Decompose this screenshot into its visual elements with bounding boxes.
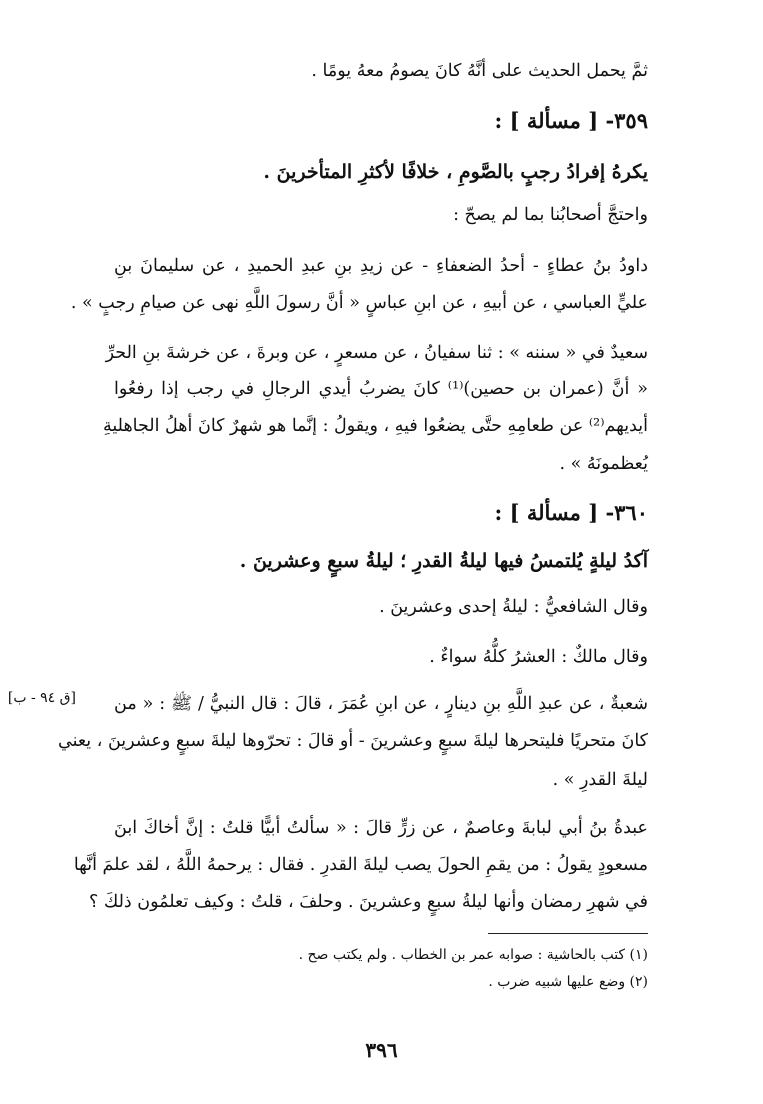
text-line: كانَ متحريًا فليتحرها ليلةَ سبعٍ وعشرينَ - أو قالَ : تحرّوها ليلةَ سبعٍ وعشرينَ ، يعني [58, 731, 648, 751]
footnote: (٢) وضع عليها شبيه ضرب . [488, 974, 648, 990]
text-line: شعبةٌ ، عن عبدِ اللَّهِ بنِ دينارٍ ، عن ابنِ عُمَرَ ، قالَ : قال النبيُّ / ﷺ : « من [114, 694, 648, 714]
text-line: وقال الشافعيُّ : ليلةُ إحدى وعشرينَ . [379, 597, 648, 617]
text-line: يُعظمونَهُ » . [559, 454, 648, 474]
text-line: وقال مالكٌ : العشرُ كلُّهُ سواءٌ . [429, 647, 648, 667]
issue-heading-359: ٣٥٩- [ مسألة ] : [494, 108, 648, 133]
text-line: ثمَّ يحمل الحديث على أنَّهُ كانَ يصومُ معهُ يومًا . [311, 61, 648, 81]
issue-statement: يكرهُ إفرادُ رجبٍ بالصَّومِ ، خلافًا لأكثرِ المتأخرينَ . [263, 161, 648, 183]
text-line: عبدةُ بنُ أبي لبابةَ وعاصمٌ ، عن زرٍّ قالَ : « سألتُ أبيًّا قلتُ : إنَّ أخاكَ ابنَ [114, 818, 648, 838]
text-line: واحتجَّ أصحابُنا بما لم يصحّ : [453, 205, 648, 225]
page-number: ٣٩٦ [365, 1038, 398, 1062]
footnote: (١) كتب بالحاشية : صوابه عمر بن الخطاب . ولم يكتب صح . [298, 947, 648, 963]
text-line: أيديهم⁽²⁾ عن طعامِهِ حتَّى يضعُوا فيهِ ، ويقولُ : إنَّما هو شهرٌ كانَ أهلُ الجاهليةِ [102, 416, 648, 436]
footnote-separator [488, 933, 648, 934]
text-line: عليٍّ العباسي ، عن أبيهِ ، عن ابنِ عباسٍ « أنَّ رسولَ اللَّهِ نهى عن صيامِ رجبٍ » . [70, 293, 648, 313]
text-line: في شهرِ رمضان وأنها ليلةُ سبعٍ وعشرينَ . وحلفَ ، قلتُ : وكيف تعلمُون ذلكَ ؟ [88, 892, 648, 912]
text-line: ليلةَ القدرِ » . [552, 770, 648, 790]
text-line: « أنَّ (عمران بن حصين)⁽¹⁾ كانَ يضربُ أيدي الرجالِ في رجب إذا رفعُوا [114, 379, 648, 399]
issue-heading-360: ٣٦٠- [ مسألة ] : [494, 500, 648, 525]
manuscript-folio-reference: [ق ٩٤ - ب] [7, 690, 76, 706]
text-line: مسعودٍ يقولُ : من يقمِ الحولَ يصب ليلةَ القدرِ . فقال : يرحمهُ اللَّهُ ، لقد علمَ أنَّها [73, 855, 648, 875]
issue-statement: آكدُ ليلةٍ يُلتمسُ فيها ليلةُ القدرِ ؛ ليلةُ سبعٍ وعشرينَ . [239, 550, 648, 572]
text-line: سعيدٌ في « سننه » : ثنا سفيانُ ، عن مسعرٍ ، عن وبرةَ ، عن خرشةَ بنِ الحرِّ [105, 343, 648, 363]
text-line: داودُ بنُ عطاءٍ - أحدُ الضعفاءِ - عن زيدِ بنِ عبدِ الحميدِ ، عن سليمانَ بنِ [114, 256, 648, 276]
